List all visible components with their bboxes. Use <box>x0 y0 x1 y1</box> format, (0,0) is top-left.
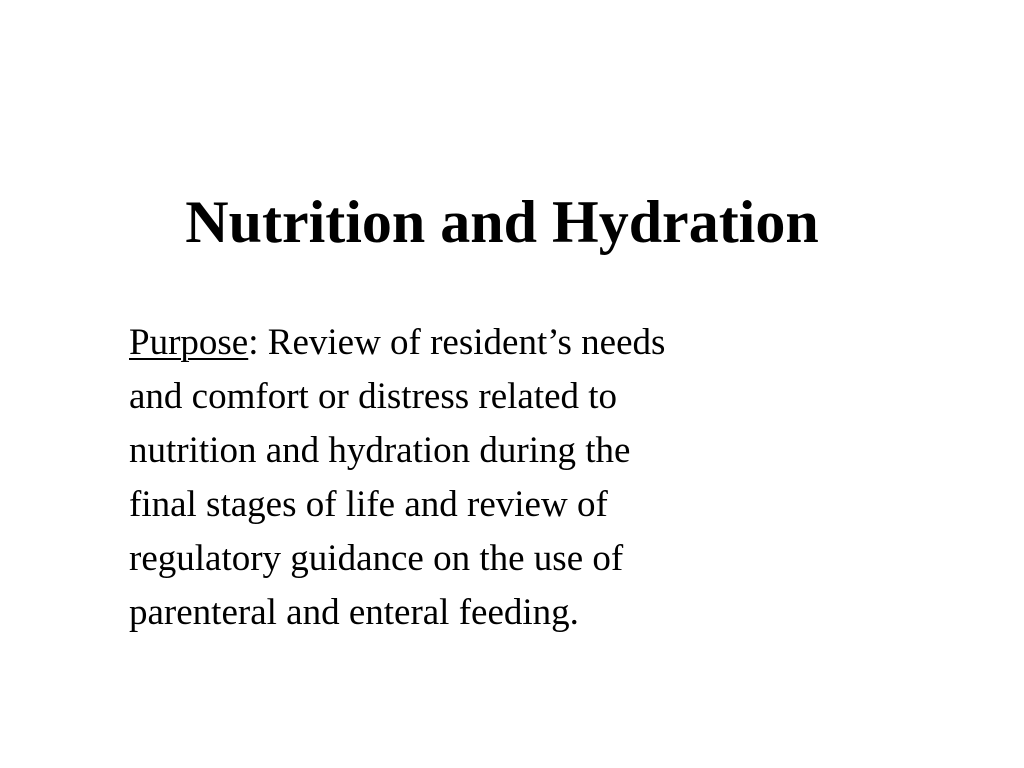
body-line-5: regulatory guidance on the use of <box>129 538 624 579</box>
body-line-3: nutrition and hydration during the <box>129 430 631 471</box>
body-line-4: final stages of life and review of <box>129 484 608 525</box>
slide-title: Nutrition and Hydration <box>185 189 819 255</box>
body-line-6: parenteral and enteral feeding. <box>129 592 579 633</box>
slide-body <box>129 316 829 640</box>
body-line-1 <box>129 316 829 370</box>
purpose-label: Purpose <box>129 322 249 363</box>
body-line-2: and comfort or distress related to <box>129 376 618 417</box>
body-line-1-text: : Review of resident’s needs <box>248 322 666 363</box>
